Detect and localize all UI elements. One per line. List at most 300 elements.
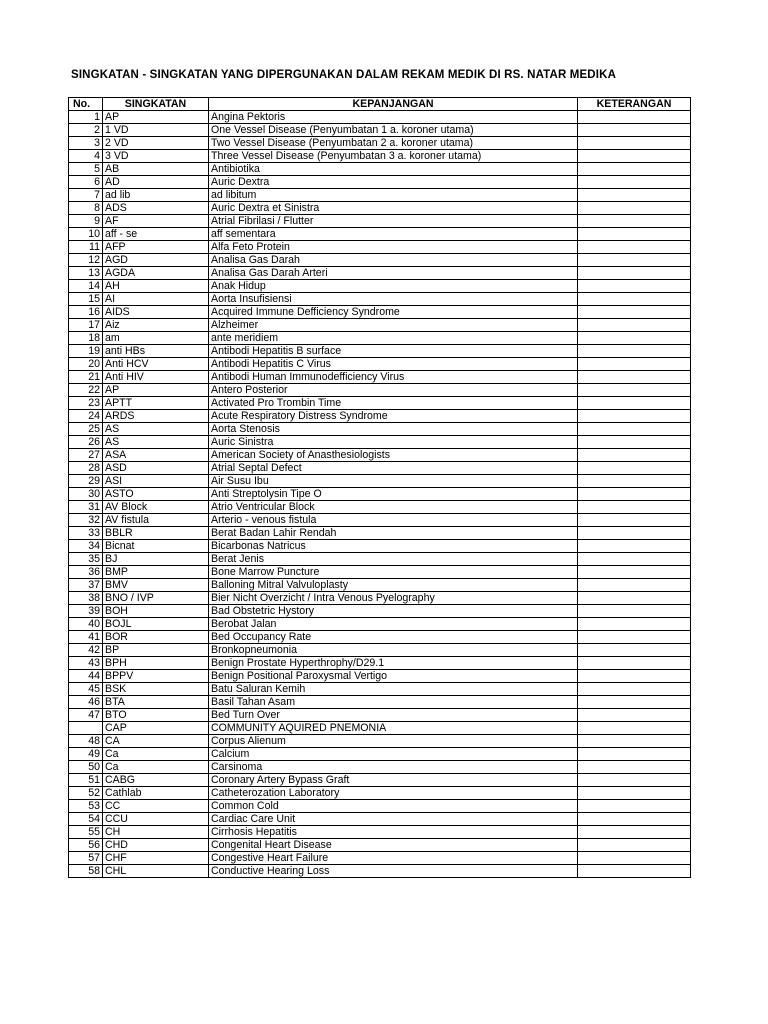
- row-number: 13: [69, 267, 103, 280]
- row-abbreviation: aff - se: [103, 228, 209, 241]
- row-expansion: Aorta Insufisiensi: [209, 293, 578, 306]
- table-row: [69, 787, 691, 800]
- table-row: [69, 722, 691, 735]
- table-row: [69, 566, 691, 579]
- table-row: [69, 527, 691, 540]
- row-number: 29: [69, 475, 103, 488]
- table-row: [69, 124, 691, 137]
- row-expansion: Antibodi Hepatitis C Virus: [209, 358, 578, 371]
- row-remark: [578, 618, 691, 631]
- row-expansion: Cardiac Care Unit: [209, 813, 578, 826]
- row-abbreviation: AGDA: [103, 267, 209, 280]
- row-expansion: Congenital Heart Disease: [209, 839, 578, 852]
- row-number: 15: [69, 293, 103, 306]
- row-abbreviation: AS: [103, 436, 209, 449]
- row-abbreviation: CHL: [103, 865, 209, 878]
- row-remark: [578, 267, 691, 280]
- row-expansion: Bier Nicht Overzicht / Intra Venous Pyelography: [209, 592, 578, 605]
- row-expansion: aff sementara: [209, 228, 578, 241]
- row-expansion: Benign Positional Paroxysmal Vertigo: [209, 670, 578, 683]
- row-remark: [578, 514, 691, 527]
- row-expansion: Corpus Alienum: [209, 735, 578, 748]
- row-number: 30: [69, 488, 103, 501]
- table-row: [69, 293, 691, 306]
- row-number: 10: [69, 228, 103, 241]
- row-remark: [578, 436, 691, 449]
- row-remark: [578, 345, 691, 358]
- row-abbreviation: AIDS: [103, 306, 209, 319]
- row-abbreviation: AD: [103, 176, 209, 189]
- row-number: 53: [69, 800, 103, 813]
- row-abbreviation: Ca: [103, 748, 209, 761]
- row-expansion: Antibodi Human Immunodefficiency Virus: [209, 371, 578, 384]
- header-no: No.: [69, 98, 103, 111]
- row-abbreviation: CH: [103, 826, 209, 839]
- row-remark: [578, 475, 691, 488]
- row-expansion: Basil Tahan Asam: [209, 696, 578, 709]
- table-row: [69, 254, 691, 267]
- row-abbreviation: AP: [103, 384, 209, 397]
- row-number: 23: [69, 397, 103, 410]
- table-row: [69, 410, 691, 423]
- row-expansion: Auric Sinistra: [209, 436, 578, 449]
- table-row: [69, 306, 691, 319]
- row-remark: [578, 852, 691, 865]
- table-row: [69, 683, 691, 696]
- row-abbreviation: Bicnat: [103, 540, 209, 553]
- header-row: [69, 98, 691, 111]
- table-row: [69, 228, 691, 241]
- table-body: [69, 111, 691, 878]
- row-number: 3: [69, 137, 103, 150]
- row-remark: [578, 670, 691, 683]
- table-row: [69, 332, 691, 345]
- row-abbreviation: BOJL: [103, 618, 209, 631]
- table-row: [69, 202, 691, 215]
- row-expansion: Atrial Septal Defect: [209, 462, 578, 475]
- row-number: 48: [69, 735, 103, 748]
- row-remark: [578, 644, 691, 657]
- table-row: [69, 605, 691, 618]
- row-remark: [578, 787, 691, 800]
- row-remark: [578, 540, 691, 553]
- row-remark: [578, 280, 691, 293]
- row-expansion: Arterio - venous fistula: [209, 514, 578, 527]
- row-number: 12: [69, 254, 103, 267]
- table-row: [69, 670, 691, 683]
- row-number: 57: [69, 852, 103, 865]
- row-remark: [578, 631, 691, 644]
- row-remark: [578, 150, 691, 163]
- table-row: [69, 423, 691, 436]
- row-abbreviation: AF: [103, 215, 209, 228]
- row-number: 45: [69, 683, 103, 696]
- row-expansion: Atrio Ventricular Block: [209, 501, 578, 514]
- row-abbreviation: CAP: [103, 722, 209, 735]
- row-expansion: Berobat Jalan: [209, 618, 578, 631]
- row-remark: [578, 410, 691, 423]
- table-row: [69, 488, 691, 501]
- row-expansion: Air Susu Ibu: [209, 475, 578, 488]
- row-abbreviation: 2 VD: [103, 137, 209, 150]
- row-number: 46: [69, 696, 103, 709]
- row-abbreviation: ADS: [103, 202, 209, 215]
- row-remark: [578, 332, 691, 345]
- row-number: 43: [69, 657, 103, 670]
- row-remark: [578, 735, 691, 748]
- row-abbreviation: ASTO: [103, 488, 209, 501]
- row-remark: [578, 709, 691, 722]
- row-remark: [578, 826, 691, 839]
- row-expansion: American Society of Anasthesiologists: [209, 449, 578, 462]
- table-row: [69, 696, 691, 709]
- row-expansion: Bronkopneumonia: [209, 644, 578, 657]
- row-number: 33: [69, 527, 103, 540]
- header-kepanjangan: KEPANJANGAN: [209, 98, 578, 111]
- document-title: SINGKATAN - SINGKATAN YANG DIPERGUNAKAN DALAM REKAM MEDIK DI RS. NATAR MEDIKA: [71, 69, 617, 81]
- table-row: [69, 514, 691, 527]
- row-number: 41: [69, 631, 103, 644]
- row-expansion: Analisa Gas Darah: [209, 254, 578, 267]
- row-expansion: Two Vessel Disease (Penyumbatan 2 a. koroner utama): [209, 137, 578, 150]
- row-remark: [578, 566, 691, 579]
- table-row: [69, 553, 691, 566]
- table-row: [69, 241, 691, 254]
- row-expansion: Batu Saluran Kemih: [209, 683, 578, 696]
- row-abbreviation: BNO / IVP: [103, 592, 209, 605]
- row-remark: [578, 384, 691, 397]
- row-remark: [578, 553, 691, 566]
- row-number: 36: [69, 566, 103, 579]
- row-remark: [578, 501, 691, 514]
- row-expansion: Calcium: [209, 748, 578, 761]
- table-row: [69, 501, 691, 514]
- row-number: [69, 722, 103, 735]
- row-expansion: Bed Turn Over: [209, 709, 578, 722]
- row-expansion: Bicarbonas Natricus: [209, 540, 578, 553]
- row-remark: [578, 657, 691, 670]
- row-number: 56: [69, 839, 103, 852]
- row-number: 55: [69, 826, 103, 839]
- row-expansion: Alfa Feto Protein: [209, 241, 578, 254]
- row-number: 35: [69, 553, 103, 566]
- row-abbreviation: BBLR: [103, 527, 209, 540]
- row-expansion: Alzheimer: [209, 319, 578, 332]
- row-expansion: Berat Badan Lahir Rendah: [209, 527, 578, 540]
- row-number: 1: [69, 111, 103, 124]
- row-abbreviation: anti HBs: [103, 345, 209, 358]
- row-abbreviation: am: [103, 332, 209, 345]
- row-expansion: Atrial Fibrilasi / Flutter: [209, 215, 578, 228]
- row-number: 18: [69, 332, 103, 345]
- row-expansion: Bed Occupancy Rate: [209, 631, 578, 644]
- row-abbreviation: AGD: [103, 254, 209, 267]
- row-abbreviation: BOH: [103, 605, 209, 618]
- row-number: 19: [69, 345, 103, 358]
- header-keterangan: KETERANGAN: [578, 98, 691, 111]
- table-row: [69, 579, 691, 592]
- row-abbreviation: CCU: [103, 813, 209, 826]
- row-remark: [578, 137, 691, 150]
- table-row: [69, 475, 691, 488]
- row-remark: [578, 813, 691, 826]
- row-abbreviation: Ca: [103, 761, 209, 774]
- row-remark: [578, 462, 691, 475]
- row-abbreviation: BPPV: [103, 670, 209, 683]
- row-expansion: Coronary Artery Bypass Graft: [209, 774, 578, 787]
- row-expansion: Angina Pektoris: [209, 111, 578, 124]
- row-abbreviation: AFP: [103, 241, 209, 254]
- row-remark: [578, 774, 691, 787]
- table-row: [69, 176, 691, 189]
- row-remark: [578, 865, 691, 878]
- row-remark: [578, 423, 691, 436]
- row-expansion: Bone Marrow Puncture: [209, 566, 578, 579]
- row-remark: [578, 254, 691, 267]
- row-number: 11: [69, 241, 103, 254]
- row-number: 22: [69, 384, 103, 397]
- row-remark: [578, 176, 691, 189]
- row-number: 40: [69, 618, 103, 631]
- row-remark: [578, 124, 691, 137]
- row-expansion: Carsinoma: [209, 761, 578, 774]
- row-remark: [578, 397, 691, 410]
- row-remark: [578, 163, 691, 176]
- row-expansion: Aorta Stenosis: [209, 423, 578, 436]
- row-number: 5: [69, 163, 103, 176]
- row-number: 27: [69, 449, 103, 462]
- row-abbreviation: BJ: [103, 553, 209, 566]
- row-expansion: Auric Dextra: [209, 176, 578, 189]
- row-abbreviation: AB: [103, 163, 209, 176]
- row-expansion: Bad Obstetric Hystory: [209, 605, 578, 618]
- table-row: [69, 774, 691, 787]
- row-abbreviation: BTA: [103, 696, 209, 709]
- table-row: [69, 618, 691, 631]
- row-expansion: Acquired Immune Defficiency Syndrome: [209, 306, 578, 319]
- row-expansion: COMMUNITY AQUIRED PNEMONIA: [209, 722, 578, 735]
- row-expansion: Benign Prostate Hyperthrophy/D29.1: [209, 657, 578, 670]
- row-remark: [578, 371, 691, 384]
- row-abbreviation: BOR: [103, 631, 209, 644]
- row-abbreviation: ASD: [103, 462, 209, 475]
- table-row: [69, 644, 691, 657]
- table-row: [69, 436, 691, 449]
- row-number: 47: [69, 709, 103, 722]
- row-remark: [578, 202, 691, 215]
- table-row: [69, 462, 691, 475]
- row-expansion: Acute Respiratory Distress Syndrome: [209, 410, 578, 423]
- row-abbreviation: ad lib: [103, 189, 209, 202]
- row-remark: [578, 306, 691, 319]
- table-row: [69, 267, 691, 280]
- table-row: [69, 189, 691, 202]
- row-number: 42: [69, 644, 103, 657]
- row-expansion: Catheterozation Laboratory: [209, 787, 578, 800]
- row-expansion: Cirrhosis Hepatitis: [209, 826, 578, 839]
- row-expansion: Antibiotika: [209, 163, 578, 176]
- table-row: [69, 137, 691, 150]
- row-number: 9: [69, 215, 103, 228]
- row-expansion: ad libitum: [209, 189, 578, 202]
- table-row: [69, 826, 691, 839]
- row-remark: [578, 761, 691, 774]
- row-expansion: Common Cold: [209, 800, 578, 813]
- row-abbreviation: AI: [103, 293, 209, 306]
- row-remark: [578, 228, 691, 241]
- row-remark: [578, 358, 691, 371]
- row-remark: [578, 449, 691, 462]
- row-expansion: Three Vessel Disease (Penyumbatan 3 a. koroner utama): [209, 150, 578, 163]
- row-expansion: Congestive Heart Failure: [209, 852, 578, 865]
- row-number: 44: [69, 670, 103, 683]
- row-remark: [578, 579, 691, 592]
- row-abbreviation: ASA: [103, 449, 209, 462]
- table-row: [69, 358, 691, 371]
- row-remark: [578, 319, 691, 332]
- row-expansion: ante meridiem: [209, 332, 578, 345]
- row-number: 26: [69, 436, 103, 449]
- row-abbreviation: APTT: [103, 397, 209, 410]
- row-abbreviation: CA: [103, 735, 209, 748]
- row-remark: [578, 605, 691, 618]
- row-number: 32: [69, 514, 103, 527]
- row-number: 50: [69, 761, 103, 774]
- row-number: 16: [69, 306, 103, 319]
- row-abbreviation: ASI: [103, 475, 209, 488]
- table-row: [69, 865, 691, 878]
- row-abbreviation: Aiz: [103, 319, 209, 332]
- table-row: [69, 345, 691, 358]
- table-row: [69, 748, 691, 761]
- row-remark: [578, 800, 691, 813]
- table-row: [69, 657, 691, 670]
- table-row: [69, 215, 691, 228]
- row-abbreviation: CHF: [103, 852, 209, 865]
- row-remark: [578, 696, 691, 709]
- row-number: 21: [69, 371, 103, 384]
- row-number: 31: [69, 501, 103, 514]
- row-abbreviation: BPH: [103, 657, 209, 670]
- row-expansion: Berat Jenis: [209, 553, 578, 566]
- row-number: 7: [69, 189, 103, 202]
- row-number: 38: [69, 592, 103, 605]
- row-number: 34: [69, 540, 103, 553]
- table-row: [69, 761, 691, 774]
- row-expansion: Auric Dextra et Sinistra: [209, 202, 578, 215]
- row-abbreviation: AV Block: [103, 501, 209, 514]
- row-number: 4: [69, 150, 103, 163]
- row-number: 58: [69, 865, 103, 878]
- row-abbreviation: 3 VD: [103, 150, 209, 163]
- row-abbreviation: Anti HIV: [103, 371, 209, 384]
- header-singkatan: SINGKATAN: [103, 98, 209, 111]
- row-number: 2: [69, 124, 103, 137]
- row-abbreviation: AV fistula: [103, 514, 209, 527]
- table-row: [69, 709, 691, 722]
- row-abbreviation: Cathlab: [103, 787, 209, 800]
- row-number: 39: [69, 605, 103, 618]
- table-row: [69, 631, 691, 644]
- row-expansion: Activated Pro Trombin Time: [209, 397, 578, 410]
- row-expansion: Antero Posterior: [209, 384, 578, 397]
- table-row: [69, 280, 691, 293]
- table-row: [69, 852, 691, 865]
- row-expansion: Analisa Gas Darah Arteri: [209, 267, 578, 280]
- row-remark: [578, 683, 691, 696]
- row-abbreviation: CABG: [103, 774, 209, 787]
- row-number: 8: [69, 202, 103, 215]
- table-row: [69, 111, 691, 124]
- row-number: 49: [69, 748, 103, 761]
- row-abbreviation: AS: [103, 423, 209, 436]
- row-abbreviation: BTO: [103, 709, 209, 722]
- row-abbreviation: CHD: [103, 839, 209, 852]
- row-abbreviation: ARDS: [103, 410, 209, 423]
- table-row: [69, 150, 691, 163]
- row-number: 54: [69, 813, 103, 826]
- table-row: [69, 319, 691, 332]
- row-expansion: Anak Hidup: [209, 280, 578, 293]
- row-remark: [578, 189, 691, 202]
- row-expansion: Conductive Hearing Loss: [209, 865, 578, 878]
- row-number: 24: [69, 410, 103, 423]
- row-remark: [578, 488, 691, 501]
- table-row: [69, 371, 691, 384]
- table-row: [69, 397, 691, 410]
- abbreviation-table: [68, 97, 691, 878]
- row-abbreviation: BMV: [103, 579, 209, 592]
- row-number: 17: [69, 319, 103, 332]
- row-expansion: Balloning Mitral Valvuloplasty: [209, 579, 578, 592]
- row-remark: [578, 592, 691, 605]
- table-row: [69, 384, 691, 397]
- row-remark: [578, 527, 691, 540]
- row-remark: [578, 293, 691, 306]
- row-number: 25: [69, 423, 103, 436]
- row-abbreviation: Anti HCV: [103, 358, 209, 371]
- row-remark: [578, 839, 691, 852]
- row-abbreviation: AP: [103, 111, 209, 124]
- row-number: 52: [69, 787, 103, 800]
- table-row: [69, 735, 691, 748]
- table-row: [69, 813, 691, 826]
- table-row: [69, 163, 691, 176]
- row-abbreviation: BP: [103, 644, 209, 657]
- row-remark: [578, 241, 691, 254]
- table-row: [69, 592, 691, 605]
- table-row: [69, 449, 691, 462]
- row-number: 14: [69, 280, 103, 293]
- row-remark: [578, 748, 691, 761]
- row-abbreviation: BMP: [103, 566, 209, 579]
- row-number: 20: [69, 358, 103, 371]
- row-expansion: Antibodi Hepatitis B surface: [209, 345, 578, 358]
- table-header: [69, 98, 691, 111]
- row-expansion: Anti Streptolysin Tipe O: [209, 488, 578, 501]
- row-remark: [578, 722, 691, 735]
- row-expansion: One Vessel Disease (Penyumbatan 1 a. koroner utama): [209, 124, 578, 137]
- table-row: [69, 800, 691, 813]
- row-remark: [578, 111, 691, 124]
- row-number: 6: [69, 176, 103, 189]
- row-number: 28: [69, 462, 103, 475]
- table-row: [69, 839, 691, 852]
- row-remark: [578, 215, 691, 228]
- row-number: 51: [69, 774, 103, 787]
- row-abbreviation: BSK: [103, 683, 209, 696]
- table-row: [69, 540, 691, 553]
